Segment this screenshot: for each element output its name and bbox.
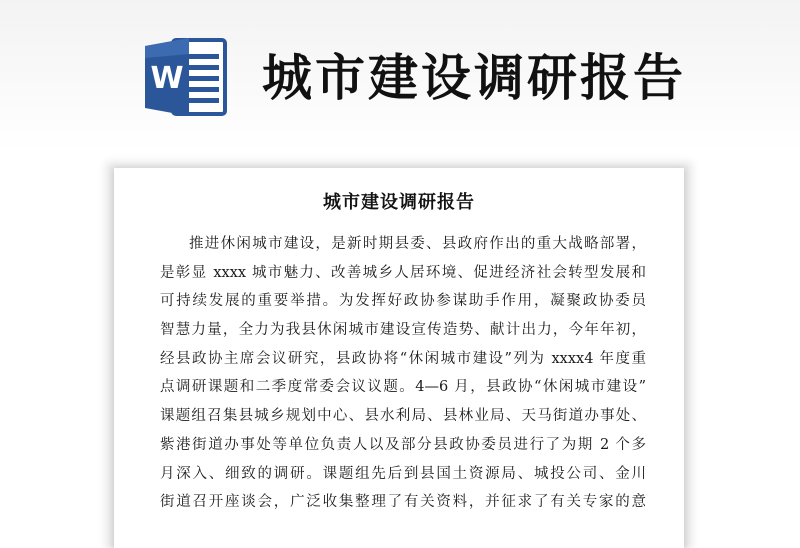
document-line: 可持续发展的重要举措。为发挥好政协参谋助手作用，凝聚政协委员	[160, 293, 646, 310]
document-title: 城市建设调研报告	[323, 192, 475, 213]
document-line: 月深入、细致的调研。课题组先后到县国土资源局、城投公司、金川	[160, 465, 646, 482]
word-document-icon	[143, 34, 229, 120]
document-line: 点调研课题和二季度常委会议议题。4—6 月，县政协“休闲城市建设”	[160, 379, 646, 396]
document-line: 是彰显 xxxx 城市魅力、改善城乡人居环境、促进经济社会转型发展和	[160, 264, 646, 281]
document-line: 紫港街道办事处等单位负责人以及部分县政协委员进行了为期 2 个多	[160, 436, 646, 453]
document-line: 智慧力量，全力为我县休闲城市建设宣传造势、献计出力，今年年初，	[160, 322, 646, 339]
document-line: 课题组召集县城乡规划中心、县水利局、县林业局、天马街道办事处、	[160, 408, 646, 425]
word-icon-letter: W	[150, 61, 184, 96]
document-line: 推进休闲城市建设，是新时期县委、县政府作出的重大战略部署，	[189, 236, 646, 252]
document-line: 街道召开座谈会，广泛收集整理了有关资料，并征求了有关专家的意	[160, 494, 646, 511]
document-line: 经县政协主席会议研究，县政协将“休闲城市建设”列为 xxxx4 年度重	[160, 350, 646, 367]
document-body	[160, 230, 646, 517]
page-title: 城市建设调研报告	[262, 49, 686, 107]
document-page	[114, 168, 684, 548]
